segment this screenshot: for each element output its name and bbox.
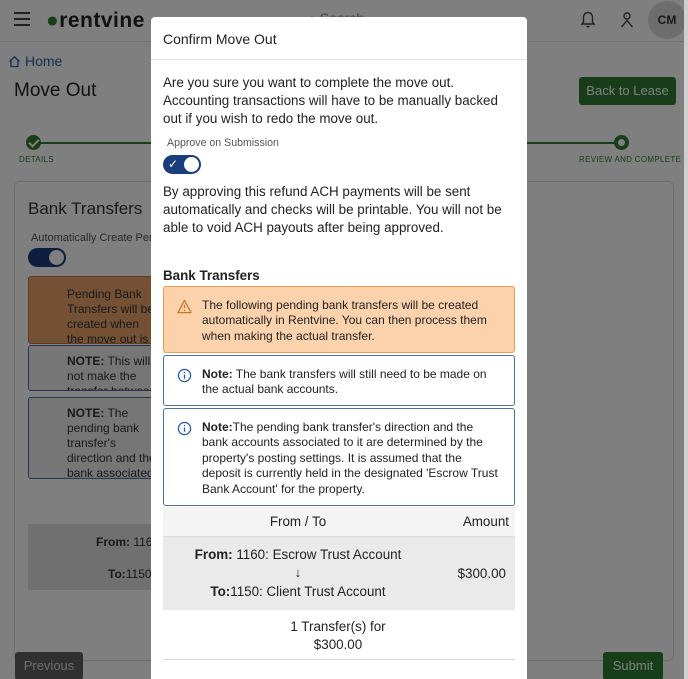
- summary-count: 1 Transfer(s) for: [290, 619, 386, 634]
- modal-title: Confirm Move Out: [163, 31, 277, 47]
- page-scrollbar[interactable]: [684, 0, 688, 679]
- arrow-down-icon: ↓: [294, 565, 302, 580]
- info-circle-icon: [177, 421, 192, 436]
- note-alert-2: [163, 408, 515, 506]
- info-circle-icon: [177, 368, 192, 383]
- transfer-summary: [243, 618, 433, 654]
- approve-on-submission-label: Approve on Submission: [167, 137, 279, 149]
- confirm-text: Are you sure you want to complete the move out. Accounting transactions will have to be manually backed out if you wish to redo the move out.: [163, 75, 498, 126]
- column-amount: Amount: [462, 514, 509, 529]
- table-row: [163, 537, 515, 610]
- confirm-move-out-modal: [151, 17, 527, 679]
- table-footer: [163, 610, 515, 660]
- check-icon: ✓: [168, 157, 179, 171]
- summary-total: $300.00: [313, 637, 363, 652]
- transfer-amount: $300.00: [457, 566, 506, 581]
- refund-text: By approving this refund ACH payments will be sent automatically and checks will be printable. You will not be able to void ACH payouts after being approved.: [163, 184, 502, 235]
- note2-bold: Note:: [202, 420, 233, 434]
- bank-transfers-title: Bank Transfers: [163, 268, 260, 283]
- warning-text: The following pending bank transfers will be created automatically in Rentvine. You can then process them when making the actual transfer.: [202, 298, 487, 343]
- note1-bold: Note:: [202, 367, 233, 381]
- transfer-from: From: 1160: Escrow Trust Account: [194, 547, 402, 562]
- warning-triangle-icon: [177, 299, 192, 314]
- note1-text: The bank transfers will still need to be made on the actual bank accounts.: [202, 367, 487, 397]
- approve-on-submission-toggle[interactable]: [163, 155, 201, 174]
- table-header: [163, 507, 515, 537]
- transfer-to: To:1150: Client Trust Account: [210, 584, 386, 599]
- modal-header: [151, 17, 527, 60]
- warning-alert: [163, 286, 515, 353]
- modal-body: [151, 74, 527, 660]
- transfers-table: [163, 507, 515, 660]
- toggle-knob: [184, 157, 199, 172]
- note-alert-1: [163, 355, 515, 406]
- column-from-to: From / To: [269, 514, 327, 529]
- note2-text: The pending bank transfer's direction and the bank accounts associated to it are determined by the property's posting settings. It is assumed that the deposit is currently held in the designated 'Escrow Trust Bank Account' for the property.: [202, 420, 498, 496]
